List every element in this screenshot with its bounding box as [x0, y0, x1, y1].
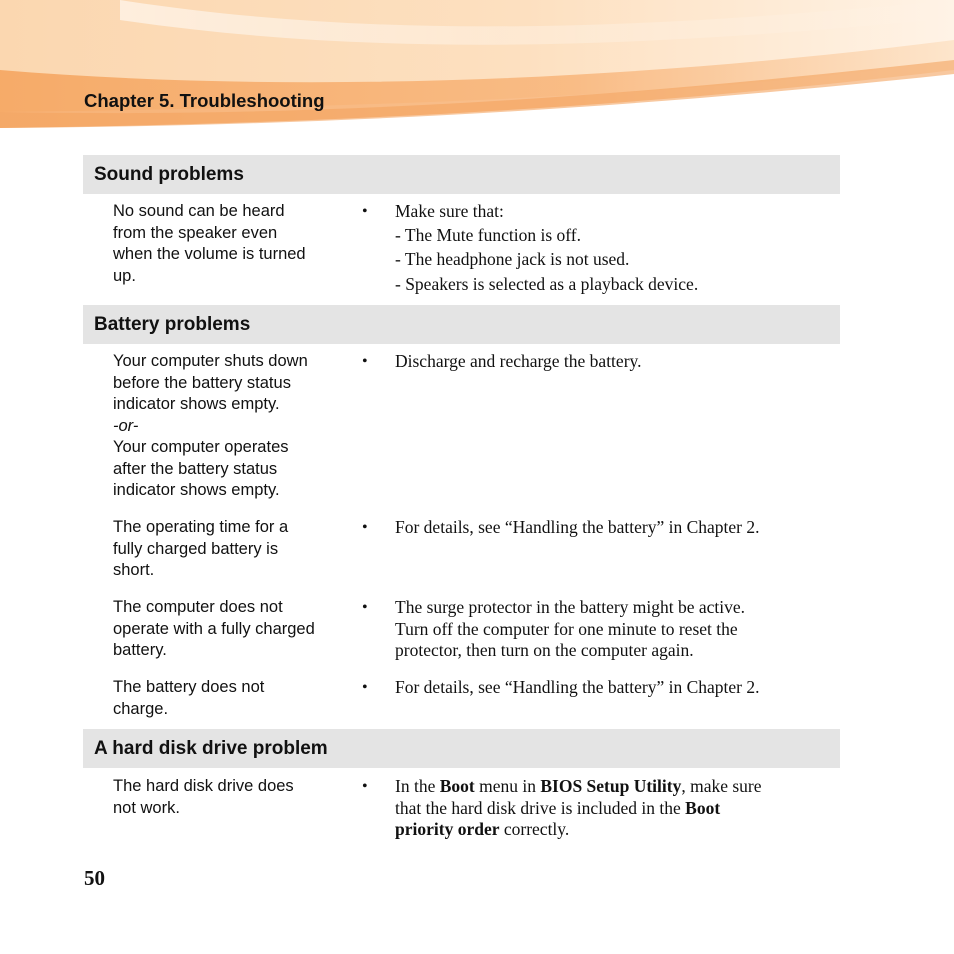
problem-hard-disk — [113, 776, 353, 819]
problem-no-sound — [113, 201, 353, 287]
problem-line: not work. — [113, 798, 180, 817]
boot-menu-term: Boot — [439, 776, 475, 796]
bullet-icon: • — [362, 778, 368, 795]
problem-line: The hard disk drive does — [113, 777, 294, 795]
section-header-harddisk: A hard disk drive problem — [83, 729, 840, 768]
text-run: menu in — [474, 776, 541, 796]
problem-line: The operating time for a — [113, 518, 289, 536]
problem-line: short. — [113, 561, 155, 579]
solution-does-not-charge — [395, 677, 835, 699]
bullet-icon: • — [362, 203, 368, 220]
problem-line: The battery does not — [113, 678, 265, 696]
solution-subitem: - The Mute function is off. — [395, 224, 581, 245]
problem-line: fully charged battery is — [113, 539, 279, 558]
solution-operating-time — [395, 517, 835, 539]
problem-does-not-charge — [113, 677, 353, 720]
solution-line: For details, see “Handling the battery” in Chapter 2. — [395, 517, 760, 537]
bios-setup-utility-term: BIOS Setup Utility — [540, 776, 682, 796]
problem-line: up. — [113, 266, 136, 285]
solution-line — [395, 819, 835, 841]
boot-term: Boot — [685, 797, 721, 818]
solution-line — [395, 776, 835, 798]
solution-line: For details, see “Handling the battery” in Chapter 2. — [395, 677, 760, 697]
solution-subitem: - Speakers is selected as a playback device. — [395, 273, 699, 294]
solution-shuts-down — [395, 351, 835, 373]
problem-line: when the volume is turned — [113, 245, 306, 263]
problem-operating-time — [113, 517, 353, 582]
bullet-icon: • — [362, 519, 368, 536]
text-run: In the — [395, 776, 440, 796]
bullet-icon: • — [362, 353, 368, 370]
problem-line: Your computer shuts down — [113, 352, 308, 370]
solution-line: protector, then turn on the computer again. — [395, 640, 694, 660]
priority-order-term: priority order — [395, 819, 500, 839]
problem-line: before the battery status — [113, 373, 291, 392]
text-run: , make sure — [681, 776, 762, 796]
problem-line: No sound can be heard — [113, 202, 285, 220]
problem-line: from the speaker even — [113, 223, 278, 242]
or-separator: -or- — [113, 416, 139, 435]
bullet-icon: • — [362, 599, 368, 616]
problem-line: operate with a fully charged — [113, 619, 315, 638]
problem-line: indicator shows empty. — [113, 481, 280, 499]
solution-no-sound — [395, 201, 835, 296]
problem-line: charge. — [113, 699, 169, 718]
text-run: that the hard disk drive is included in the — [395, 797, 686, 818]
page-number: 50 — [84, 866, 105, 890]
bullet-icon: • — [362, 679, 368, 696]
section-header-sound: Sound problems — [83, 155, 840, 194]
problem-line: Your computer operates — [113, 438, 289, 456]
solution-does-not-operate — [395, 597, 835, 662]
solution-line: Turn off the computer for one minute to reset the — [395, 618, 738, 639]
solution-line: The surge protector in the battery might be active. — [395, 597, 746, 617]
section-header-battery: Battery problems — [83, 305, 840, 344]
problem-line: after the battery status — [113, 459, 278, 478]
solution-hard-disk — [395, 776, 835, 841]
problem-line: The computer does not — [113, 598, 283, 616]
problem-shuts-down — [113, 351, 353, 502]
chapter-title: Chapter 5. Troubleshooting — [84, 90, 325, 111]
problem-line: battery. — [113, 641, 167, 659]
solution-line: Make sure that: — [395, 201, 504, 221]
solution-line — [395, 798, 835, 820]
text-run: correctly. — [499, 819, 570, 839]
problem-does-not-operate — [113, 597, 353, 662]
problem-line: indicator shows empty. — [113, 395, 280, 413]
solution-subitem: - The headphone jack is not used. — [395, 249, 630, 269]
solution-line: Discharge and recharge the battery. — [395, 351, 642, 371]
